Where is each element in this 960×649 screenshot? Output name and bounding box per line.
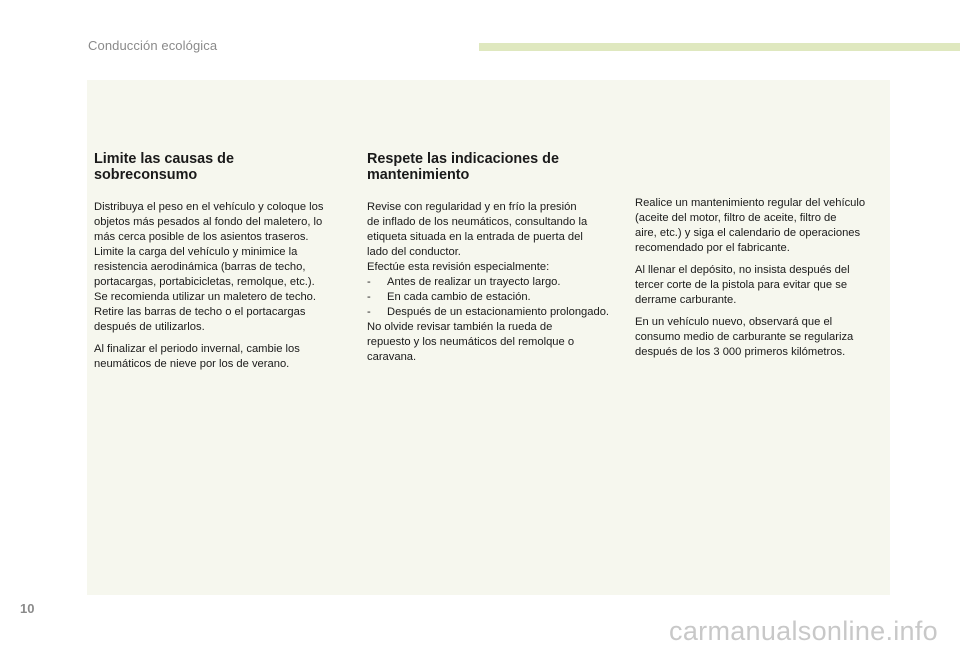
text-line: (aceite del motor, filtro de aceite, filtro de <box>635 212 837 224</box>
paragraph-load-distribution <box>94 200 356 335</box>
text-line: En un vehículo nuevo, observará que el <box>635 316 833 328</box>
text-line: derrame carburante. <box>635 294 737 306</box>
text-line: recomendado por el fabricante. <box>635 242 790 254</box>
paragraph-winter-tyres <box>94 342 356 372</box>
text-line: Retire las barras de techo o el portacargas <box>94 306 306 318</box>
paragraph-regular-maintenance <box>635 196 887 256</box>
text-line: resistencia aerodinámica (barras de techo, <box>94 261 306 273</box>
check-occasions-list <box>367 275 619 320</box>
paragraph-tyre-pressure <box>367 200 619 365</box>
column-overconsumption <box>94 152 356 379</box>
heading-line: mantenimiento <box>367 166 470 183</box>
text-line: etiqueta situada en la entrada de puerta del <box>367 231 583 243</box>
heading-line: Respete las indicaciones de <box>367 151 559 167</box>
list-item: - Después de un estacionamiento prolongado. <box>367 305 619 320</box>
text-line: después de los 3 000 primeros kilómetros. <box>635 346 846 358</box>
text-line: Se recomienda utilizar un maletero de techo. <box>94 291 317 303</box>
text-line: repuesto y los neumáticos del remolque o <box>367 336 575 348</box>
watermark-text: carmanualsonline.info <box>669 616 938 646</box>
paragraph-refuelling <box>635 263 887 308</box>
column-maintenance <box>367 152 619 365</box>
text-line: aire, etc.) y siga el calendario de operaciones <box>635 227 861 239</box>
paragraph-new-vehicle <box>635 315 887 360</box>
heading-line: Limite las causas de <box>94 151 234 167</box>
section-header-bar <box>479 43 960 51</box>
heading-overconsumption <box>94 152 356 183</box>
text-line: Realice un mantenimiento regular del vehículo <box>635 197 866 209</box>
text-line: Revise con regularidad y en frío la presión <box>367 201 577 213</box>
heading-line: sobreconsumo <box>94 166 198 183</box>
text-line: después de utilizarlos. <box>94 321 205 333</box>
text-line: Efectúe esta revisión especialmente: <box>367 261 550 273</box>
heading-maintenance <box>367 152 619 183</box>
column-maintenance-continued <box>635 196 887 367</box>
section-title: Conducción ecológica <box>88 38 218 53</box>
text-line: lado del conductor. <box>367 246 461 258</box>
text-line: objetos más pesados al fondo del maletero, lo <box>94 216 323 228</box>
text-line: No olvide revisar también la rueda de <box>367 321 553 333</box>
page-number: 10 <box>20 601 35 616</box>
text-line: de inflado de los neumáticos, consultando la <box>367 216 588 228</box>
text-line: tercer corte de la pistola para evitar que se <box>635 279 848 291</box>
text-line: consumo medio de carburante se regulariza <box>635 331 854 343</box>
text-line: más cerca posible de los asientos traseros. <box>94 231 309 243</box>
text-line: Al finalizar el periodo invernal, cambie los <box>94 343 300 355</box>
text-line: Limite la carga del vehículo y minimice la <box>94 246 298 258</box>
text-line: portacargas, portabicicletas, remolque, etc.). <box>94 276 315 288</box>
text-line: Al llenar el depósito, no insista después del <box>635 264 850 276</box>
text-line: Distribuya el peso en el vehículo y coloque los <box>94 201 324 213</box>
text-line: neumáticos de nieve por los de verano. <box>94 358 290 370</box>
list-item: - En cada cambio de estación. <box>367 290 619 305</box>
list-item: - Antes de realizar un trayecto largo. <box>367 275 619 290</box>
text-line: caravana. <box>367 351 417 363</box>
